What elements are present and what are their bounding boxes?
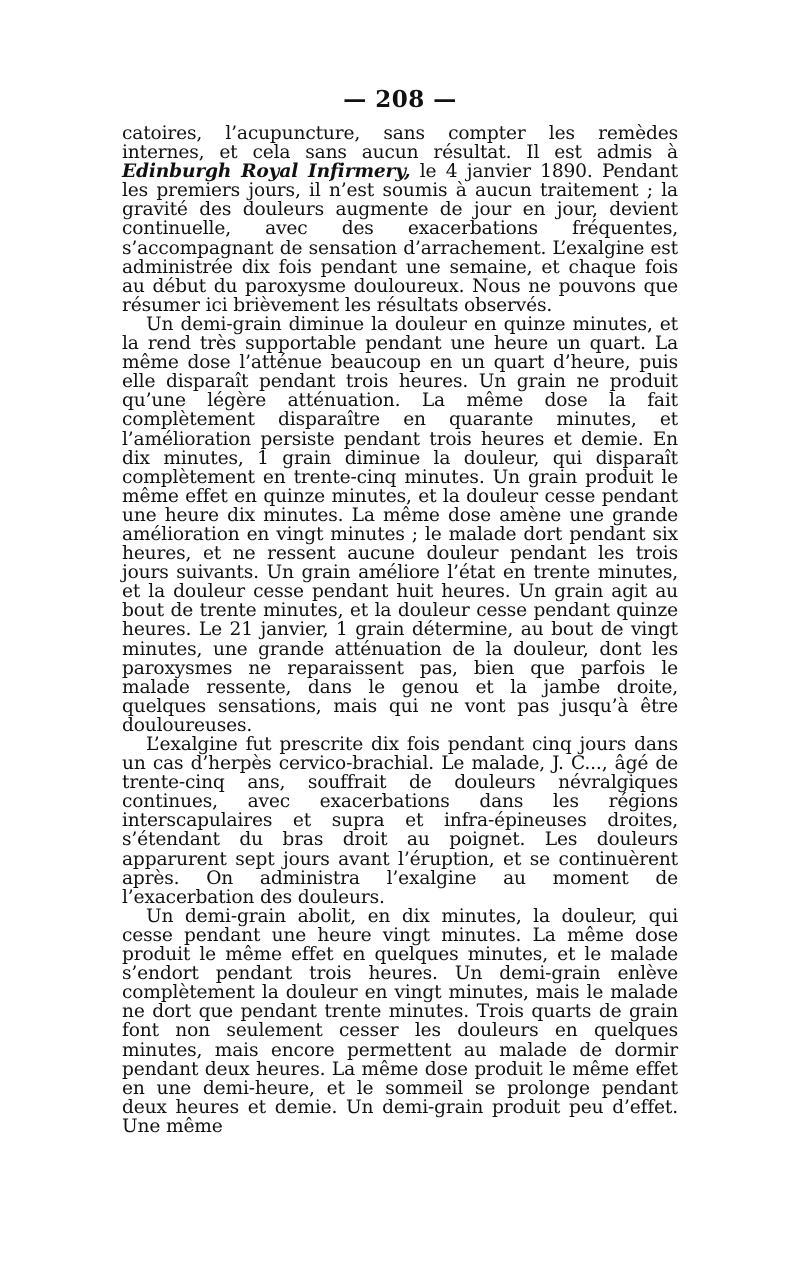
paragraph-1-text-a: catoires, l’acupuncture, sans compter les remèdes internes, et cela sans aucun résultat. Il est admis à xyxy=(122,123,678,164)
body-text xyxy=(122,124,678,1136)
hospital-name: Edinburgh Royal Infirmery, xyxy=(122,161,411,183)
paragraph-4-text: Un demi-grain abolit, en dix minutes, la douleur, qui cesse pendant une heure vingt minutes. La même dose produit le même effet en quelques minutes, et le malade s’endort pendant trois heures. Un demi-grain enlève complètement la douleur en vingt minutes, mais le malade ne dort que pendant trente minutes. Trois quarts de grain font non seulement cesser les douleurs en quelques minutes, mais encore permettent au malade de dormir pendant deux heures. La même dose produit le même effet en une demi-heure, et le sommeil se prolonge pendant deux heures et demie. Un demi-grain produit peu d’effet. Une même xyxy=(122,905,678,1137)
paragraph-2 xyxy=(122,315,678,735)
paragraph-1 xyxy=(122,124,678,315)
paragraph-2-text: Un demi-grain diminue la douleur en quinze minutes, et la rend très supportable pendant une heure un quart. La même dose l’atténue beaucoup en un quart d’heure, puis elle disparaît pendant trois heures. Un grain ne produit qu’une légère atténuation. La même dose la fait complètement disparaître en quarante minutes, et l’amélioration persiste pendant trois heures et demie. En dix minutes, 1 grain diminue la douleur, qui disparaît complètement en trente-cinq minutes. Un grain produit le même effet en quinze minutes, et la douleur cesse pendant une heure dix minutes. La même dose amène une grande amélioration en vingt minutes ; le malade dort pendant six heures, et ne ressent aucune douleur pendant les trois jours suivants. Un grain améliore l’état en trente minutes, et la douleur cesse pendant huit heures. Un grain agit au bout de trente minutes, et la douleur cesse pendant quinze heures. Le 21 janvier, 1 grain détermine, au bout de vingt minutes, une grande atténuation de la douleur, dont les paroxysmes ne reparaissent pas, bien que parfois le malade ressente, dans le genou et la jambe droite, quelques sensations, mais qui ne vont pas jusqu’à être douloureuses. xyxy=(122,313,678,736)
paragraph-3-text: L’exalgine fut prescrite dix fois pendant cinq jours dans un cas d’herpès cervico-brachial. Le malade, J. C..., âgé de trente-cinq ans, souffrait de douleurs névralgiques continues, avec exacerbations dans les régions interscapulaires et supra et infra-épineuses droites, s’étendant du bras droit au poignet. Les douleurs apparurent sept jours avant l’éruption, et se continuèrent après. On administra l’exalgine au moment de l’exacerbation des douleurs. xyxy=(122,734,678,908)
page-number: — 208 — xyxy=(343,86,457,113)
paragraph-1-text-b: le 4 janvier 1890. Pendant les premiers jours, il n’est soumis à aucun traitement ; la gravité des douleurs augmente de jour en jour, devient continuelle, avec des exacerbations fréquentes, s’accompagnant de sensation d’arrachement. L’exalgine est administrée dix fois pendant une semaine, et chaque fois au début du paroxysme douloureux. Nous ne pouvons que résumer ici brièvement les résultats observés. xyxy=(122,161,678,316)
paragraph-4 xyxy=(122,907,678,1136)
paragraph-3 xyxy=(122,735,678,907)
